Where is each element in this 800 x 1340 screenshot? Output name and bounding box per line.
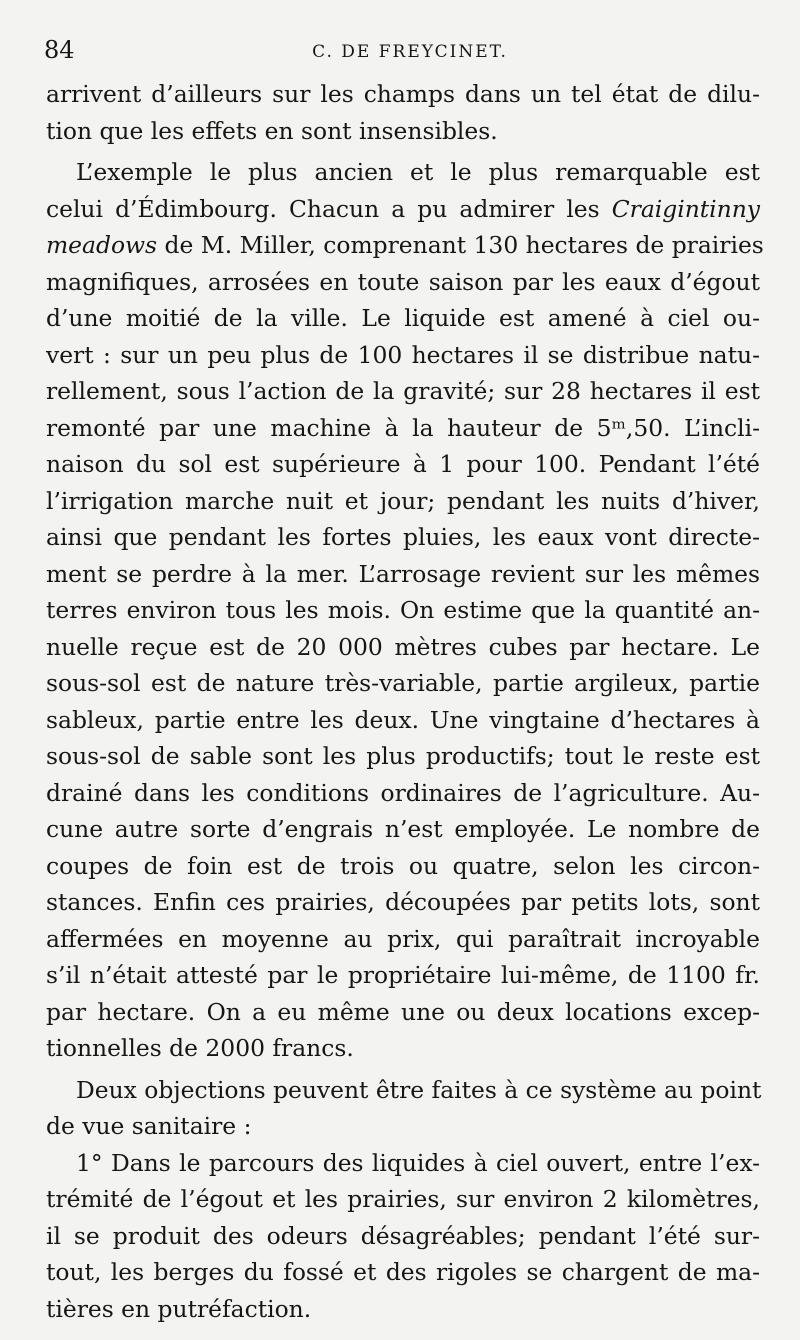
text-run: celui d’Édimbourg. Chacun a pu admirer les xyxy=(46,194,612,223)
text-line xyxy=(46,373,760,410)
text-line xyxy=(46,1108,760,1145)
text-run: s’il n’était attesté par le propriétaire lui-même, de 1100 fr. xyxy=(46,961,760,989)
text-line xyxy=(46,921,760,958)
text-run: nuelle reçue est de 20 000 mètres cubes par hectare. Le xyxy=(46,632,760,661)
text-line xyxy=(46,775,760,812)
text-line xyxy=(46,556,760,593)
text-run: affermées en moyenne au prix, qui paraîtrait incroyable xyxy=(46,924,760,953)
text-run: coupes de foin est de trois ou quatre, selon les circon- xyxy=(46,851,760,880)
text-line xyxy=(46,76,760,113)
text-run: terres environ tous les mois. On estime que la quantité an- xyxy=(46,596,760,624)
text-run: trémité de l’égout et les prairies, sur environ 2 kilomètres, xyxy=(46,1185,760,1213)
text-line xyxy=(46,1030,760,1067)
text-run: il se produit des odeurs désagréables; pendant l’été sur- xyxy=(46,1221,760,1250)
text-line xyxy=(46,154,760,191)
text-line xyxy=(46,811,760,848)
text-line xyxy=(46,264,760,301)
text-line xyxy=(46,1254,760,1291)
text-run: stances. Enfin ces prairies, découpées par petits lots, sont xyxy=(46,888,760,916)
text-line xyxy=(46,483,760,520)
text-line xyxy=(46,1291,760,1328)
text-line xyxy=(46,519,760,556)
text-line xyxy=(46,300,760,337)
text-run: par hectare. On a eu même une ou deux locations excep- xyxy=(46,997,760,1026)
text-run: sableux, partie entre les deux. Une vingtaine d’hectares à xyxy=(46,705,760,734)
text-run: tion que les effets en sont insensibles. xyxy=(46,116,498,145)
text-run: cune autre sorte d’engrais n’est employée. Le nombre de xyxy=(46,815,760,843)
text-line xyxy=(46,227,764,264)
text-run: sous-sol de sable sont les plus productifs; tout le reste est xyxy=(46,742,760,770)
text-line xyxy=(46,957,760,994)
text-run: d’une moitié de la ville. Le liquide est amené à ciel ou- xyxy=(46,304,760,332)
text-run: naison du sol est supérieure à 1 pour 100. Pendant l’été xyxy=(46,450,760,478)
text-run: tières en putréfaction. xyxy=(46,1294,312,1323)
text-line xyxy=(46,884,760,921)
text-line xyxy=(46,738,760,775)
text-run: l’irrigation marche nuit et jour; pendant les nuits d’hiver, xyxy=(46,486,760,515)
text-run: tout, les berges du fossé et des rigoles se chargent de ma- xyxy=(46,1258,760,1286)
text-run: 1° Dans le parcours des liquides à ciel ouvert, entre l’ex- xyxy=(76,1148,760,1177)
text-line xyxy=(46,1181,760,1218)
text-run: arrivent d’ailleurs sur les champs dans un tel état de dilu- xyxy=(46,80,760,108)
text-run: sous-sol est de nature très-variable, partie argileux, partie xyxy=(46,669,760,697)
text-run: drainé dans les conditions ordinaires de l’agriculture. Au- xyxy=(46,778,760,807)
page-header xyxy=(44,36,756,66)
text-run: Deux objections peuvent être faites à ce système au point xyxy=(76,1075,762,1104)
text-line xyxy=(46,1218,760,1255)
body-text xyxy=(46,76,764,1327)
text-run: magnifiques, arrosées en toute saison par les eaux d’égout xyxy=(46,267,760,296)
page-number: 84 xyxy=(44,36,75,64)
text-line xyxy=(46,592,760,629)
text-line xyxy=(46,629,760,666)
text-run: vert : sur un peu plus de 100 hectares il se distribue natu- xyxy=(46,340,760,369)
text-line xyxy=(46,410,760,447)
text-run: rellement, sous l’action de la gravité; sur 28 hectares il est xyxy=(46,377,760,405)
text-run: de vue sanitaire : xyxy=(46,1112,252,1140)
italic-text: meadows xyxy=(46,231,158,259)
text-line xyxy=(46,113,760,150)
text-line xyxy=(46,191,760,228)
text-run: L’exemple le plus ancien et le plus remarquable est xyxy=(76,158,760,186)
text-run: tionnelles de 2000 francs. xyxy=(46,1034,354,1062)
text-run: ainsi que pendant les fortes pluies, les eaux vont directe- xyxy=(46,523,760,551)
running-head: C. DE FREYCINET. xyxy=(312,42,508,62)
text-line xyxy=(46,848,760,885)
text-line xyxy=(46,337,760,374)
text-line xyxy=(46,1072,760,1109)
text-line xyxy=(46,665,760,702)
text-line xyxy=(46,446,760,483)
text-run: remonté par une machine à la hauteur de 5ᵐ,50. L’incli- xyxy=(46,413,760,442)
text-line xyxy=(46,1145,760,1182)
text-run: de M. Miller, comprenant 130 hectares de prairies xyxy=(157,231,764,259)
italic-text: Craigintinny xyxy=(611,194,760,223)
text-line xyxy=(46,702,760,739)
text-run: ment se perdre à la mer. L’arrosage revient sur les mêmes xyxy=(46,559,760,588)
text-line xyxy=(46,994,760,1031)
